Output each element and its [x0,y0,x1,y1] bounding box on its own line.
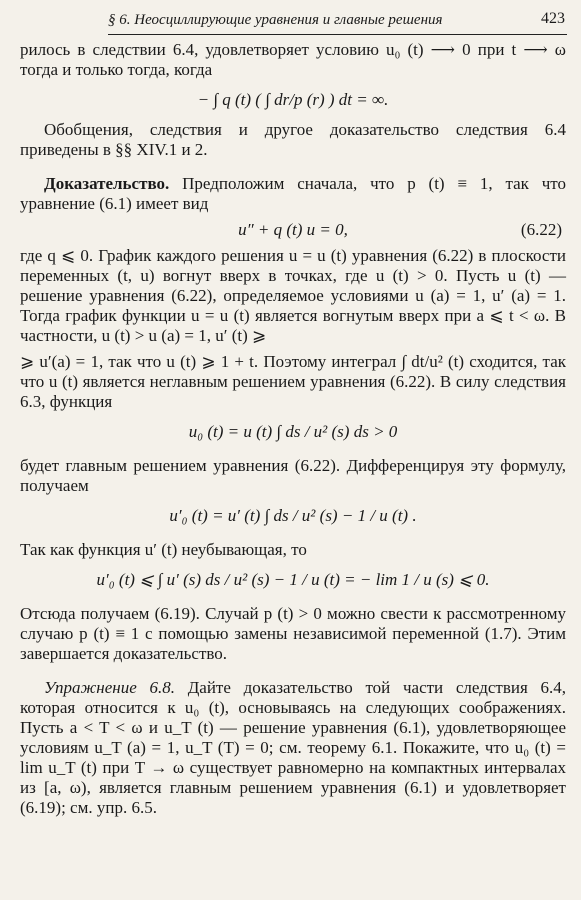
proof-label: Доказательство. [44,174,170,193]
formula-3: u₀ (t) = u (t) ∫ ds / u² (s) ds > 0 [188,422,398,441]
formula-1: − ∫ q (t) ( ∫ dr/p (r) ) dt = ∞. [197,90,389,109]
paragraph-7: Так как функция u′ (t) неубывающая, то [20,540,307,559]
paragraph-8: Отсюда получаем (6.19). Случай p (t) > 0 можно свести к рассмотренному случаю p (t) ≡ 1 с помощью замены независимой переменной (1.7). Этим завершается доказательство. [20,604,566,663]
paragraph-4: где q ⩽ 0. График каждого решения u = u (t) уравнения (6.22) в плоскости переменных (t, u) вогнут вверх в точках, где u (t) > 0. Пусть u (t) — решение уравнения (6.22), определяемое условиями u (a) = 1, u′ (a) = 1. Тогда график функции u = u (t) является вогнутым вверх при a ⩽ t < ω. В частности, u (t) > u (a) = 1, u′ (t) ⩾ [20,246,566,345]
exercise-label: Упражнение 6.8. [44,678,175,697]
formula-2: u″ + q (t) u = 0, [238,220,348,239]
text-body [20,40,566,818]
paragraph-6: будет главным решением уравнения (6.22). Дифференцируя эту формулу, получаем [20,456,566,495]
equation-6-22 [20,220,566,240]
paragraph-2: Обобщения, следствия и другое доказательство следствия 6.4 приведены в §§ XIV.1 и 2. [20,120,566,159]
formula-4: u′₀ (t) = u′ (t) ∫ ds / u² (s) − 1 / u (t) . [169,506,417,525]
exercise-text: Дайте доказательство той части следствия 6.4, которая относится к u₀ (t), основываясь на следующих соображениях. Пусть a < T < ω и u_T (t) — решение уравнения (6.1), удовлетворяющее условиям u_T (a) = 1, u_T (T) = 0; см. теорему 6.1. Покажите, что u₀ (t) = lim u_T (t) при T → ω существует равномерно на компактных интервалах из [a, ω), является главным решением уравнения (6.1) и удовлетворяет (6.19); см. упр. 6.5. [20,678,566,817]
page-number: 423 [541,10,565,27]
paragraph-5: ⩾ u′(a) = 1, так что u (t) ⩾ 1 + t. Поэтому интеграл ∫ dt/u² (t) сходится, так что u (t) является неглавным решением уравнения (6.22). В силу следствия 6.3, функция [20,352,566,411]
proof-paragraph [20,174,566,214]
running-header [108,8,567,35]
section-title: § 6. Неосциллирующие уравнения и главные решения [108,12,443,28]
exercise-paragraph [20,678,566,818]
paragraph-1: рилось в следствии 6.4, удовлетворяет условию u₀ (t) ⟶ 0 при t ⟶ ω тогда и только тогда, когда [20,40,566,79]
equation-number: (6.22) [520,220,562,239]
proof-text: Предположим сначала, что p (t) ≡ 1, так что уравнение (6.1) имеет вид [20,174,566,213]
formula-5: u′₀ (t) ⩽ ∫ u′ (s) ds / u² (s) − 1 / u (t) = − lim 1 / u (s) ⩽ 0. [96,570,490,589]
